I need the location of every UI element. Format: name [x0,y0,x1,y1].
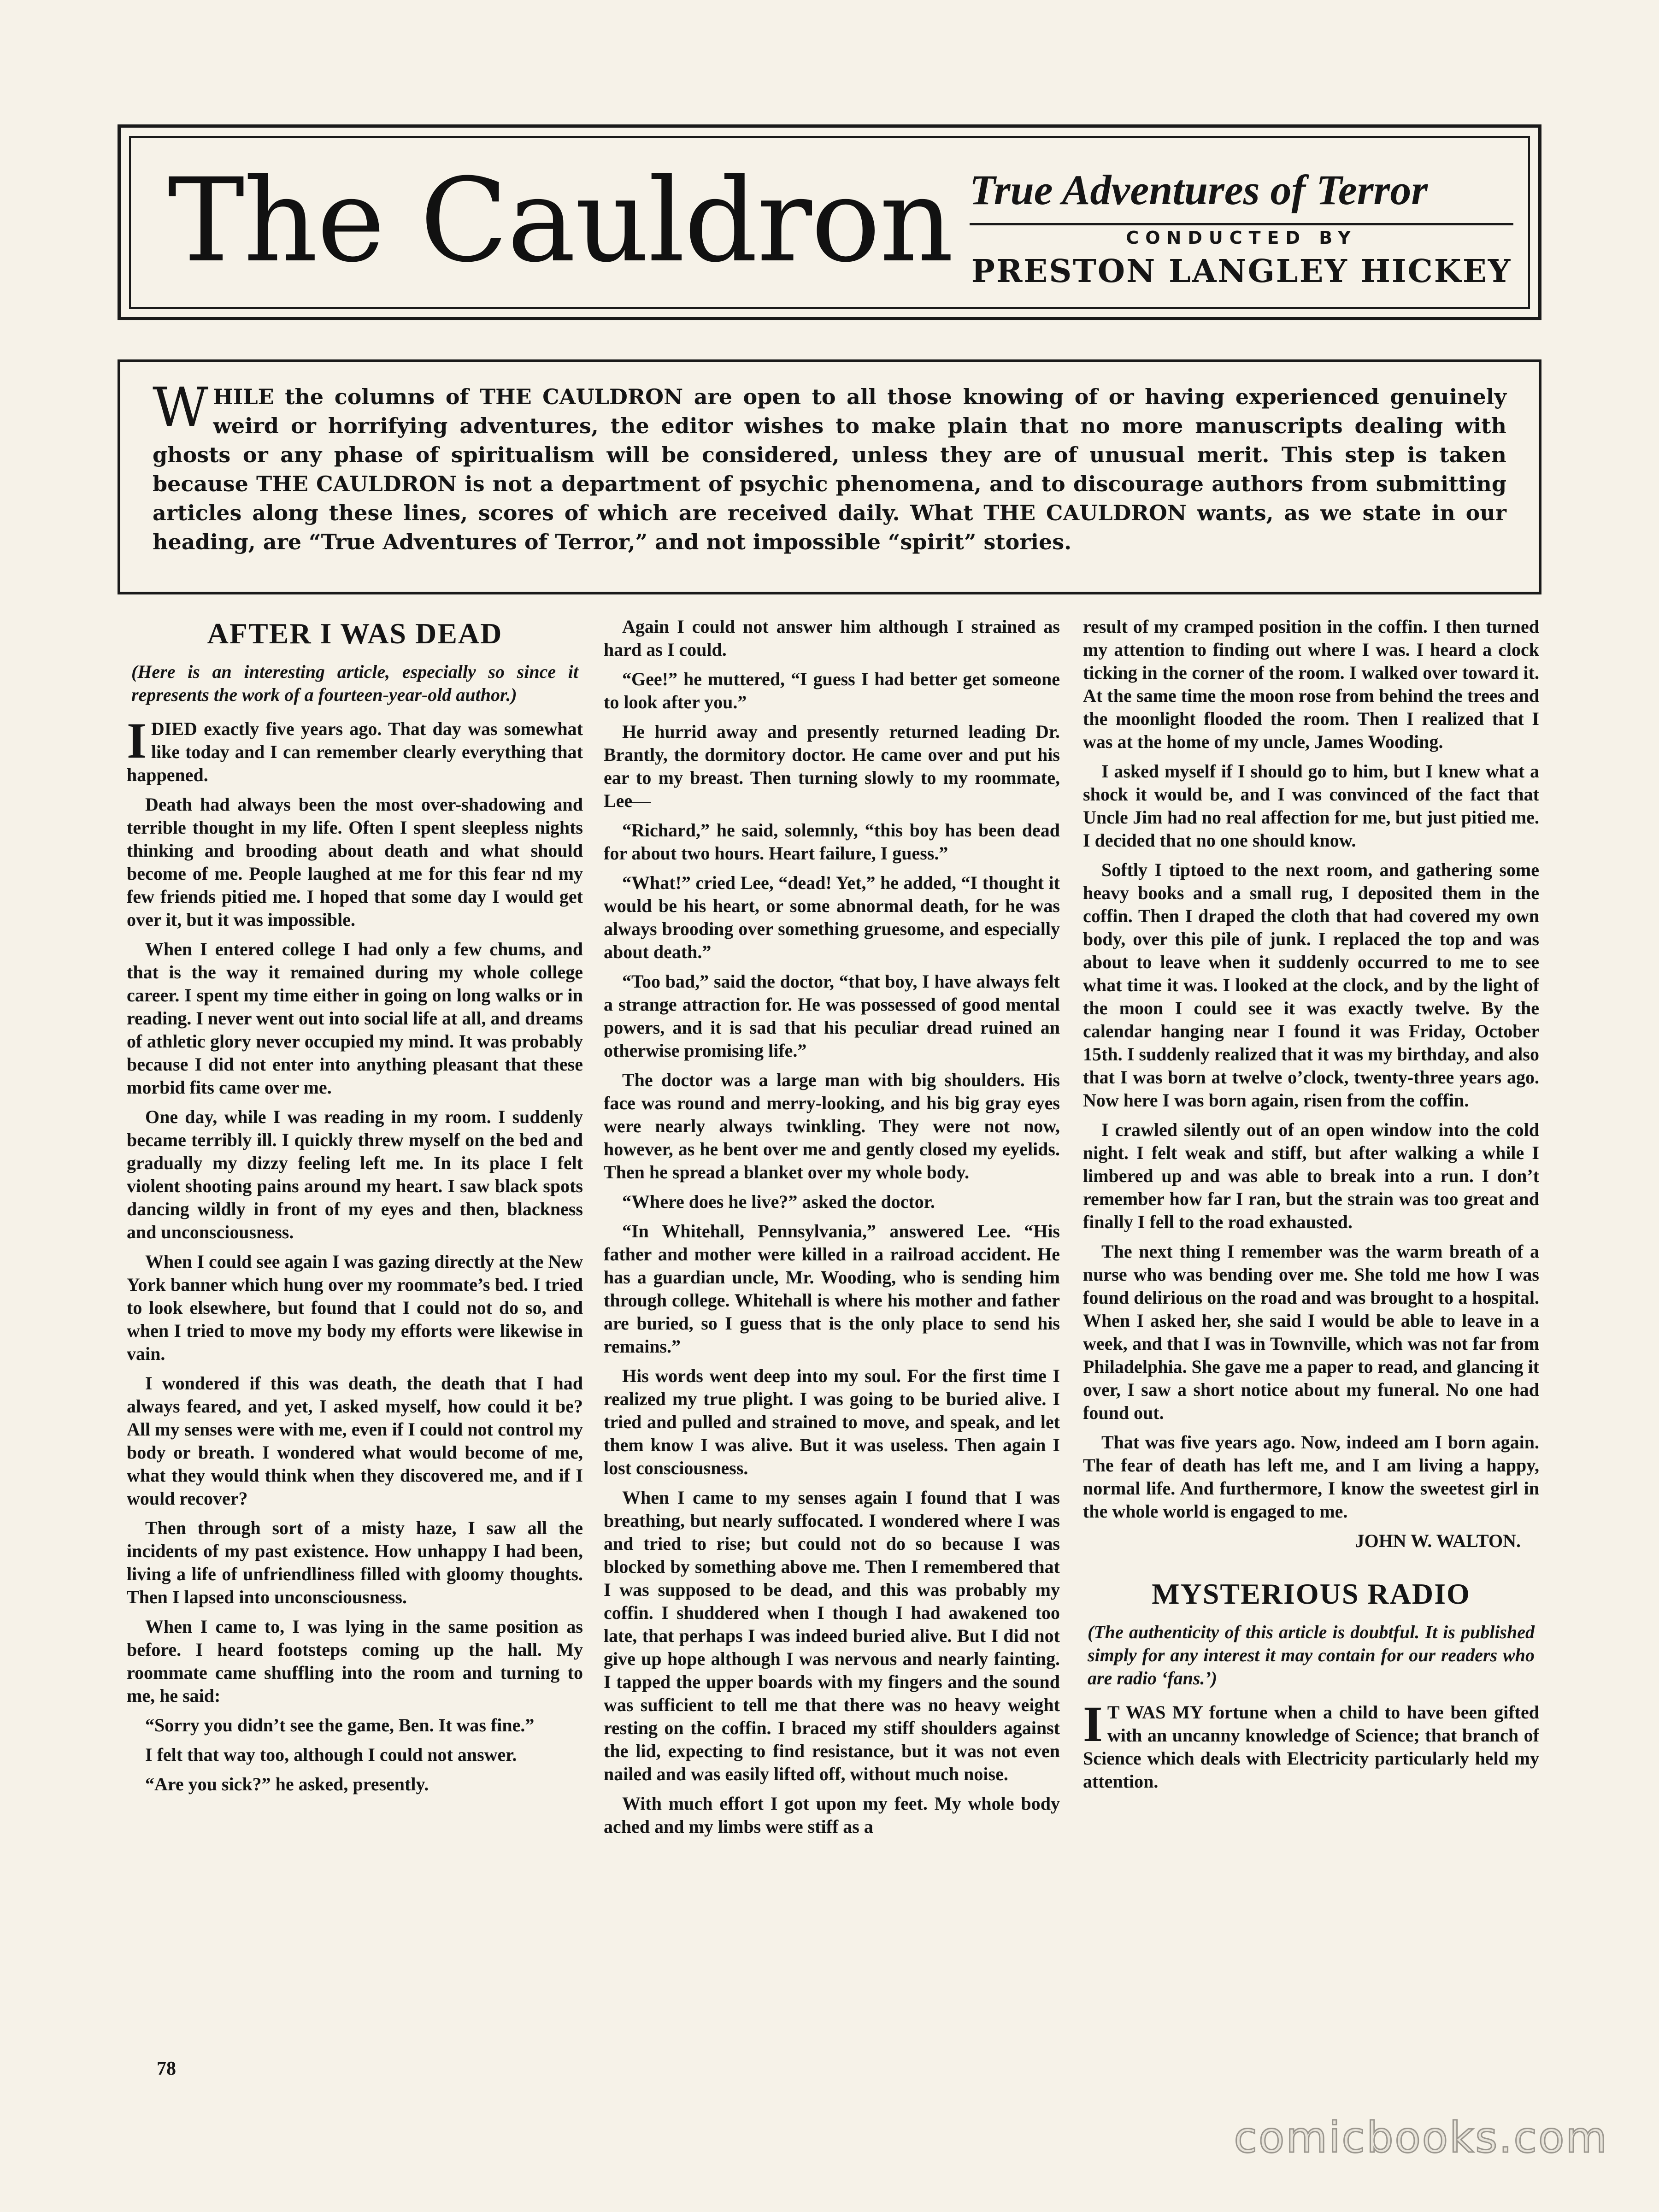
paragraph: That was five years ago. Now, indeed am I born again. The fear of death has left me, and I am living a happy, normal life. And furthermore, I know the sweetest girl in the whole world is engaged to me. [1083,1432,1539,1522]
article-first-paragraph [127,712,583,787]
editorial-notice [118,359,1541,594]
paragraph: “In Whitehall, Pennsylvania,” answered Lee. “His father and mother were killed in a railroad accident. He has a guardian uncle, Mr. Wooding, who is sending him through college. Whitehall is where his mother and father are buried, so I guess that is the only place to send his remains.” [604,1221,1060,1357]
column-3 [1083,615,1539,2104]
notice-dropcap: W [153,376,209,439]
paragraph: I crawled silently out of an open window into the cold night. I felt weak and stiff, but after walking a while I limbered up and was able to break into a run. I don’t remember how far I ran, but the strain was too great and finally I fell to the road exhausted. [1083,1119,1539,1232]
paragraph: With much effort I got upon my feet. My whole body ached and my limbs were stiff as a [604,1793,1060,1837]
paragraph: “Where does he live?” asked the doctor. [622,1191,935,1212]
paragraph: His words went deep into my soul. For the first time I realized my true plight. I was going to be buried alive. I tried and pulled and strained to move, and speak, and let them know I was alive. But it was useless. Then again I lost consciousness. [604,1365,1060,1478]
paragraph: “Are you sick?” he asked, presently. [145,1774,429,1794]
editor-name: PRESTON LANGLEY HICKEY [971,253,1512,290]
header-inner-frame [129,136,1530,309]
paragraph: I felt that way too, although I could not answer. [145,1744,517,1765]
paragraph: I asked myself if I should go to him, but I knew what a shock it would be, and I was convinced of the fact that Uncle Jim had no real affection for me, but just pitied me. I decided that no one should know. [1083,761,1539,851]
paragraph: “Too bad,” said the doctor, “that boy, I have always felt a strange attraction for. He was possessed of good mental powers, and it is sad that his peculiar dread ruined an otherwise promising life.” [604,971,1060,1061]
paragraph: Softly I tiptoed to the next room, and gathering some heavy books and a small rug, I deposited them in the coffin. Then I draped the cloth that had covered my own body, over this pile of junk. I replaced the top and was about to leave when it suddenly occurred to me to see what time it was. I looked at the clock, and by the light of the moon I could see it was exactly twelve. By the calendar hanging near I found it was Friday, October 15th. I suddenly realized that it was my birthday, and also that I was born at twelve o’clock, twenty-three years ago. Now here I was born again, risen from the coffin. [1083,859,1539,1111]
article-intro: (The authenticity of this article is doubtful. It is published simply for any interest it may contain for our readers who are radio ‘fans.’) [1088,1622,1535,1688]
paragraph: “What!” cried Lee, “dead! Yet,” he added, “I thought it would be his heart, or some abnormal death, for he was always brooding over something gruesome, and especially about death.” [604,872,1060,962]
paragraph: The doctor was a large man with big shoulders. His face was round and merry-looking, and his big gray eyes were nearly always twinkling. They were not now, however, as he bent over me and gently closed my eyelids. Then he spread a blanket over my whole body. [604,1070,1060,1182]
article-intro: (Here is an interesting article, especially so since it represents the work of a fourteen-year-old author.) [131,661,578,705]
paragraph: “Gee!” he muttered, “I guess I had better get someone to look after you.” [604,669,1060,712]
notice-paragraph [153,376,1506,557]
first-paragraph-text: T WAS MY fortune when a child to have been gifted with an uncanny knowledge of Science; that branch of Science which deals with Electricity particularly held my attention. [1083,1702,1539,1792]
site-watermark: comicbooks.com [1234,2113,1608,2162]
paragraph: When I came to my senses again I found that I was breathing, but nearly suffocated. I wondered where I was and tried to rise; but could not do so because I was blocked by something above me. Then I remembered that I was supposed to be dead, and this was probably my coffin. I shuddered when I though I had awakened too late, that perhaps I was indeed buried alive. But I did not give up hope although I was nervous and nearly fainting. I tapped the upper boards with my fingers and the sound was sufficient to tell me that there was no heavy weight resting on the coffin. I braced my stiff shoulders against the lid, expecting to find resistance, but it was not even nailed and was easily lifted off, without much noise. [604,1487,1060,1784]
paragraph: Then through sort of a misty haze, I saw all the incidents of my past existence. How unhappy I had been, living a life of unfriendliness filled with gloomy thoughts. Then I lapsed into unconsciousness. [127,1518,583,1607]
magazine-tagline: True Adventures of Terror [970,166,1428,213]
paragraph: “Sorry you didn’t see the game, Ben. It was fine.” [145,1715,535,1735]
paragraph: Death had always been the most over-shadowing and terrible thought in my life. Often I spent sleepless nights thinking and brooding about death and what should become of me. People laughed at me for this fear nd my few friends pitied me. I hoped that some day I would get over it, but it was impossible. [127,794,583,930]
paragraph: When I entered college I had only a few chums, and that is the way it remained during my whole college career. I spent my time either in going on long walks or in reading. I never went out into social life at all, and dreams of athletic glory never occupied my mind. It was probably because I did not enter into anything pleasant that these morbid fits came over me. [127,939,583,1098]
article-first-paragraph [1083,1696,1539,1793]
notice-text: HILE the columns of THE CAULDRON are open to all those knowing of or having experienced genuinely weird or horrifying adventures, the editor wishes to make plain that no more manuscripts dealing with ghosts or any phase of spiritualism will be considered, unless they are of unusual merit. This step is taken because THE CAULDRON is not a department of psychic phenomena, and to discourage authors from submitting articles along these lines, scores of which are received daily. What THE CAULDRON wants, as we state in our heading, are “True Adventures of Terror,” and not impossible “spirit” stories. [153,384,1506,554]
paragraph: One day, while I was reading in my room. I suddenly became terribly ill. I quickly threw myself on the bed and gradually my dizzy feeling left me. In its place I felt violent shooting pains around my heart. I saw black spots dancing wildly in front of my eyes and then, blackness and unconsciousness. [127,1106,583,1242]
column-1 [127,615,583,2104]
tagline-rule [970,223,1513,225]
paragraph: When I could see again I was gazing directly at the New York banner which hung over my roommate’s bed. I tried to look elsewhere, but found that I could not do so, and when I tried to move my body my efforts were likewise in vain. [127,1251,583,1364]
paragraph: I wondered if this was death, the death that I had always feared, and yet, I asked myself, how could it be? All my senses were with me, even if I could not control my body or breath. I wondered what would become of me, what they would think when they discovered me, and if I would recover? [127,1373,583,1509]
article-title-mysterious-radio: MYSTERIOUS RADIO [1152,1577,1471,1610]
paragraph: When I came to, I was lying in the same position as before. I heard footsteps coming up the hall. My roommate came shuffling into the room and turning to me, he said: [127,1616,583,1706]
article-title-after-i-was-dead: AFTER I WAS DEAD [207,617,503,650]
page-number: 78 [157,2058,176,2079]
magazine-header [118,124,1541,320]
author-signature: JOHN W. WALTON. [1355,1530,1521,1551]
conducted-by-label: CONDUCTED BY [1126,228,1357,248]
paragraph: Again I could not answer him although I strained as hard as I could. [604,616,1060,660]
paragraph: “Richard,” he said, solemnly, “this boy has been dead for about two hours. Heart failure, I guess.” [604,820,1060,864]
magazine-title: The Cauldron [168,153,953,288]
article-dropcap: I [1083,1696,1103,1752]
paragraph: He hurrid away and presently returned leading Dr. Brantly, the dormitory doctor. He came over and put his ear to my breast. Then turning slowly to my roommate, Lee— [604,721,1060,811]
article-dropcap: I [127,712,147,769]
paragraph: result of my cramped position in the coffin. I then turned my attention to finding out where I was. I heard a clock ticking in the corner of the room. I walked over toward it. At the same time the moon rose from behind the trees and the moonlight flooded the room. Then I realized that I was at the home of my uncle, James Wooding. [1083,616,1539,752]
paragraph: The next thing I remember was the warm breath of a nurse who was bending over me. She told me how I was found delirious on the road and was brought to a hospital. When I asked her, she said I would be able to leave in a week, and that I was in Townville, which was not far from Philadelphia. She gave me a paper to read, and glancing it over, I saw a short notice about my funeral. No one had found out. [1083,1241,1539,1423]
first-paragraph-text: DIED exactly five years ago. That day was somewhat like today and I can remember clearly everything that happened. [127,718,583,785]
column-2 [604,615,1060,2104]
